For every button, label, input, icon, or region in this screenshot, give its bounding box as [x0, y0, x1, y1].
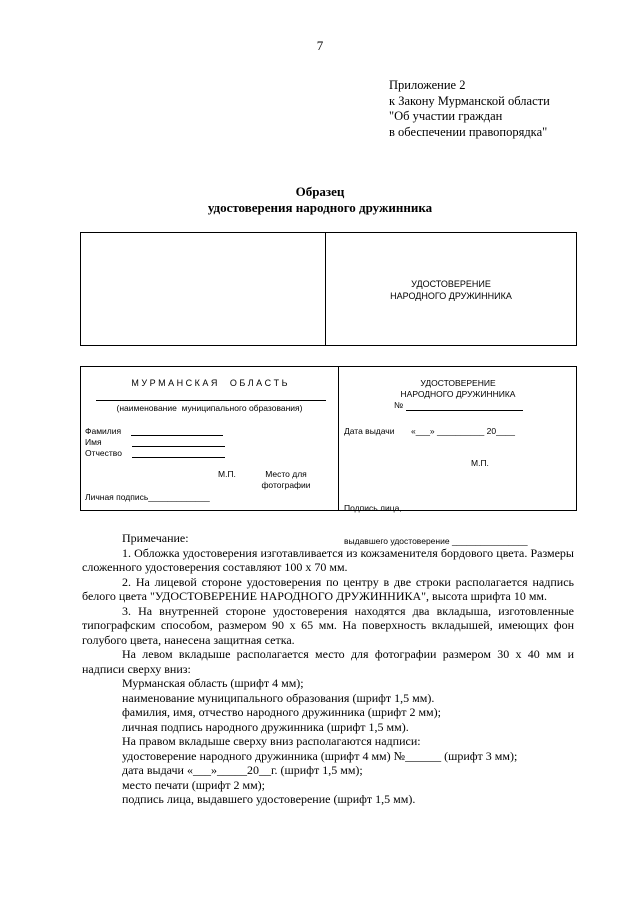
right-insert-item: дата выдачи «___»_____20__г. (шрифт 1,5 мм);	[122, 763, 363, 777]
issuer-line-1: Подпись лица,	[344, 503, 402, 513]
cover-title	[326, 278, 576, 302]
surname-field	[131, 426, 223, 436]
notes-section	[82, 531, 574, 807]
surname-label: Фамилия	[85, 426, 122, 436]
right-insert-item: подпись лица, выдавшего удостоверение (шрифт 1,5 мм).	[122, 792, 416, 806]
stamp-place-left: М.П.	[218, 469, 236, 479]
stamp-place-right: М.П.	[471, 458, 489, 468]
notes-heading: Примечание:	[122, 531, 189, 545]
name-field	[132, 437, 225, 447]
region-name: М У Р М А Н С К А Я О Б Л А С Т Ь	[131, 378, 288, 388]
left-insert-item: наименование муниципального образования (шрифт 1,5 мм).	[122, 690, 435, 705]
municipality-caption: (наименование муниципального образования)	[116, 403, 303, 413]
left-insert-item: личная подпись народного дружинника (шрифт 1,5 мм).	[122, 719, 409, 734]
photo-place-line-1: Место для	[265, 469, 307, 479]
document-title	[0, 184, 640, 215]
note-paragraph-3: 3. На внутренней стороне удостоверения находятся два вкладыша, изготовленные типографским способом, размером 90 х 65 мм. На поверхность вкладышей, имеющих фон голубого цвета, нанесена защитная сетка.	[82, 603, 574, 647]
note-paragraph-1: 1. Обложка удостоверения изготавливается из кожзаменителя бордового цвета. Размеры сложенного удостоверения составляют 100 х 70 мм.	[82, 545, 574, 574]
right-title-line-2: НАРОДНОГО ДРУЖИННИКА	[400, 389, 516, 399]
page-number: 7	[316, 38, 324, 53]
certificate-number-field	[406, 400, 523, 411]
cover-sample	[80, 232, 577, 346]
photo-place-line-2: фотографии	[261, 480, 311, 490]
right-insert-item: удостоверение народного дружинника (шрифт 4 мм) №______ (шрифт 3 мм);	[122, 748, 518, 763]
appendix-reference	[389, 78, 550, 140]
appendix-line: в обеспечении правопорядка"	[389, 124, 548, 139]
cover-title-line-1: УДОСТОВЕРЕНИЕ	[411, 279, 491, 289]
photo-place	[251, 469, 321, 491]
appendix-line: Приложение 2	[389, 78, 466, 92]
name-label: Имя	[85, 437, 102, 447]
issue-date: Дата выдачи «___» __________ 20____	[344, 426, 516, 436]
patronymic-label: Отчество	[85, 448, 122, 458]
cover-title-line-2: НАРОДНОГО ДРУЖИННИКА	[390, 291, 512, 301]
right-title-line-1: УДОСТОВЕРЕНИЕ	[420, 378, 496, 388]
municipality-line	[96, 400, 326, 401]
right-insert-item: место печати (шрифт 2 мм);	[122, 777, 265, 792]
appendix-line: "Об участии граждан	[389, 109, 503, 123]
left-insert-item: Мурманская область (шрифт 4 мм);	[122, 676, 304, 690]
title-line-1: Образец	[295, 184, 345, 199]
issuer-line-2: выдавшего удостоверение ________________	[344, 536, 528, 546]
note-paragraph-4: На левом вкладыше располагается место для фотографии размером 30 х 40 мм и надписи сверху вниз:	[82, 647, 574, 676]
right-insert-title	[339, 378, 577, 400]
appendix-line: к Закону Мурманской области	[389, 93, 550, 108]
patronymic-field	[132, 448, 225, 458]
note-paragraph-5: На правом вкладыше сверху вниз располагаются надписи:	[122, 734, 421, 748]
title-line-2: удостоверения народного дружинника	[207, 199, 433, 215]
left-insert-item: фамилия, имя, отчество народного дружинника (шрифт 2 мм);	[122, 705, 441, 719]
personal-signature: Личная подпись_____________	[85, 492, 210, 502]
certificate-number-label: №	[394, 400, 404, 410]
note-paragraph-2: 2. На лицевой стороне удостоверения по центру в две строки располагается надпись белого цвета "УДОСТОВЕРЕНИЕ НАРОДНОГО ДРУЖИННИКА", высота шрифта 10 мм.	[82, 574, 574, 603]
